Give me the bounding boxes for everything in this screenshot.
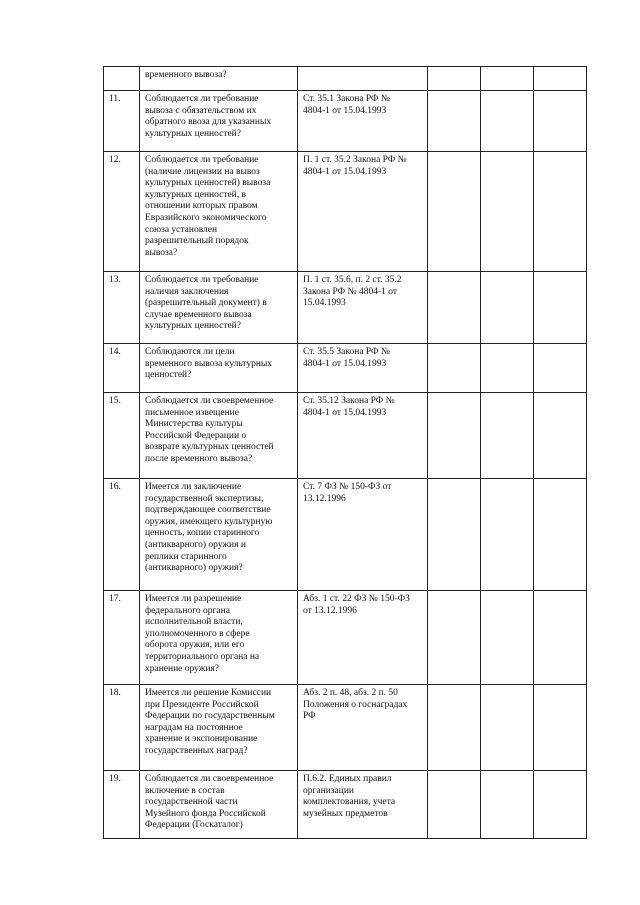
notes-cell: [534, 771, 587, 839]
legal-reference: Ст. 35.12 Закона РФ № 4804-1 от 15.04.1993: [298, 393, 428, 479]
table-row: [104, 591, 587, 685]
table-row: [104, 685, 587, 771]
row-number: [104, 67, 140, 91]
table-row: [104, 771, 587, 839]
question-text: Соблюдается ли своевременное письменное извещение Министерства культуры Российской Федерации о возврате культурных ценностей после временного вывоза?: [140, 393, 298, 479]
question-text: временного вывоза?: [140, 67, 298, 91]
answer-no-cell: [481, 272, 534, 344]
table-row: [104, 272, 587, 344]
answer-yes-cell: [428, 479, 481, 591]
question-text: Соблюдается ли требование вывоза с обязательством их обратного ввоза для указанных культурных ценностей?: [140, 91, 298, 152]
answer-yes-cell: [428, 67, 481, 91]
table-row: [104, 152, 587, 272]
legal-reference: Ст. 35.1 Закона РФ № 4804-1 от 15.04.1993: [298, 91, 428, 152]
question-text: Соблюдаются ли цели временного вывоза культурных ценностей?: [140, 344, 298, 393]
legal-reference: Абз. 2 п. 48, абз. 2 п. 50 Положения о госнаградах РФ: [298, 685, 428, 771]
answer-no-cell: [481, 344, 534, 393]
row-number: 18.: [104, 685, 140, 771]
table-row: [104, 344, 587, 393]
question-text: Соблюдается ли требование (наличие лицензии на вывоз культурных ценностей) вывоза культурных ценностей, в отношении которых правом Евразийского экономического союза установлен разрешительный порядок вывоза?: [140, 152, 298, 272]
table-row: [104, 479, 587, 591]
notes-cell: [534, 685, 587, 771]
notes-cell: [534, 67, 587, 91]
notes-cell: [534, 272, 587, 344]
row-number: 12.: [104, 152, 140, 272]
question-text: Имеется ли заключение государственной экспертизы, подтверждающее соответствие оружия, имеющего культурную ценность, копии старинного (антикварного) оружия и реплики старинного (антикварного) оружия?: [140, 479, 298, 591]
notes-cell: [534, 479, 587, 591]
answer-yes-cell: [428, 91, 481, 152]
answer-no-cell: [481, 67, 534, 91]
notes-cell: [534, 91, 587, 152]
notes-cell: [534, 393, 587, 479]
notes-cell: [534, 591, 587, 685]
row-number: 17.: [104, 591, 140, 685]
legal-reference: П. 1 ст. 35.6, п. 2 ст. 35.2 Закона РФ № 4804-1 от 15.04.1993: [298, 272, 428, 344]
table-row: [104, 67, 587, 91]
notes-cell: [534, 152, 587, 272]
row-number: 11.: [104, 91, 140, 152]
table-row: [104, 393, 587, 479]
answer-yes-cell: [428, 771, 481, 839]
answer-no-cell: [481, 393, 534, 479]
row-number: 19.: [104, 771, 140, 839]
question-text: Соблюдается ли своевременное включение в состав государственной части Музейного фонда Российской Федерации (Госкаталог): [140, 771, 298, 839]
legal-reference: [298, 67, 428, 91]
answer-yes-cell: [428, 393, 481, 479]
question-text: Имеется ли разрешение федерального органа исполнительной власти, уполномоченного в сфере оборота оружия, или его территориального органа на хранение оружия?: [140, 591, 298, 685]
table-row: [104, 91, 587, 152]
row-number: 14.: [104, 344, 140, 393]
question-text: Соблюдается ли требование наличия заключения (разрешительный документ) в случае временного вывоза культурных ценностей?: [140, 272, 298, 344]
answer-no-cell: [481, 152, 534, 272]
answer-no-cell: [481, 685, 534, 771]
answer-no-cell: [481, 479, 534, 591]
row-number: 13.: [104, 272, 140, 344]
answer-no-cell: [481, 771, 534, 839]
inspection-checklist-table: [103, 66, 587, 839]
answer-yes-cell: [428, 344, 481, 393]
question-text: Имеется ли решение Комиссии при Президенте Российской Федерации по государственным наградам на постоянное хранение и экспонирование государственных наград?: [140, 685, 298, 771]
row-number: 16.: [104, 479, 140, 591]
legal-reference: П. 1 ст. 35.2 Закона РФ № 4804-1 от 15.04.1993: [298, 152, 428, 272]
legal-reference: П.6.2. Единых правил организации комплектования, учета музейных предметов: [298, 771, 428, 839]
answer-no-cell: [481, 591, 534, 685]
legal-reference: Ст. 35.5 Закона РФ № 4804-1 от 15.04.1993: [298, 344, 428, 393]
answer-yes-cell: [428, 152, 481, 272]
answer-yes-cell: [428, 685, 481, 771]
answer-yes-cell: [428, 272, 481, 344]
answer-yes-cell: [428, 591, 481, 685]
notes-cell: [534, 344, 587, 393]
legal-reference: Ст. 7 ФЗ № 150-ФЗ от 13.12.1996: [298, 479, 428, 591]
answer-no-cell: [481, 91, 534, 152]
row-number: 15.: [104, 393, 140, 479]
legal-reference: Абз. 1 ст. 22 ФЗ № 150-ФЗ от 13.12.1996: [298, 591, 428, 685]
